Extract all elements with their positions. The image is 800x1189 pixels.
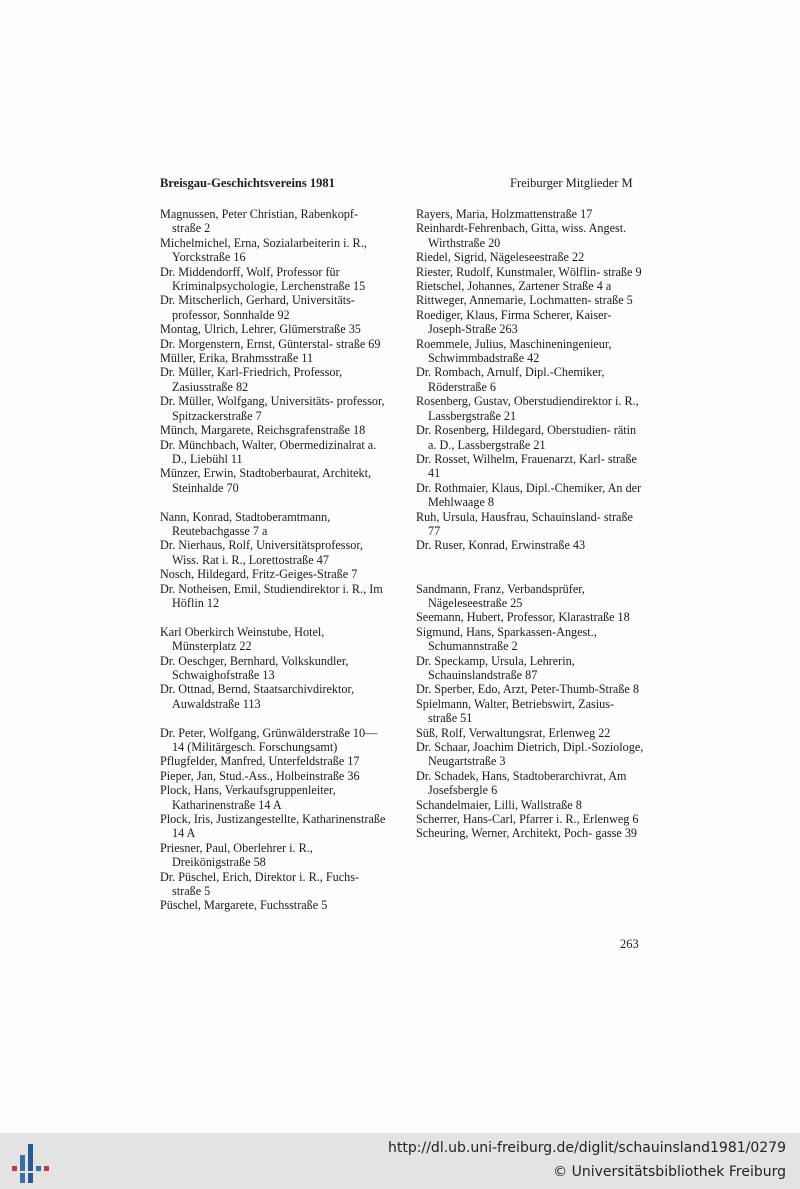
member-entry: Rosenberg, Gustav, Oberstudiendirektor i. R., Lassbergstraße 21 xyxy=(416,394,639,423)
member-entry: Dr. Ruser, Konrad, Erwinstraße 43 xyxy=(416,538,586,553)
member-entry: Dr. Rosset, Wilhelm, Frauenarzt, Karl- straße 41 xyxy=(416,451,637,481)
library-logo-icon xyxy=(8,1141,52,1185)
member-entry: Plock, Hans, Verkaufsgruppenleiter, Katharinenstraße 14 A xyxy=(160,783,336,812)
section-gap xyxy=(160,610,388,624)
copyright-notice: © Universitätsbibliothek Freiburg xyxy=(553,1164,786,1180)
member-entry: Rayers, Maria, Holzmattenstraße 17 xyxy=(416,207,593,221)
member-entry: Ruh, Ursula, Hausfrau, Schauinsland- straße 77 xyxy=(416,509,633,538)
member-entry: Scheuring, Werner, Architekt, Poch- gasse 39 xyxy=(416,826,638,841)
member-entry: Spielmann, Walter, Betriebswirt, Zasius- straße 51 xyxy=(416,696,615,726)
member-entry: Dr. Rothmaier, Klaus, Dipl.-Chemiker, An der Mehlwaage 8 xyxy=(416,480,642,510)
member-entry: Dr. Middendorff, Wolf, Professor für Kriminalpsychologie, Lerchenstraße 15 xyxy=(160,264,366,294)
member-entry: Dr. Schaar, Joachim Dietrich, Dipl.-Soziologe, Neugartstraße 3 xyxy=(416,740,644,769)
member-entry: Riester, Rudolf, Kunstmaler, Wölflin- straße 9 xyxy=(416,264,642,279)
member-entry: Dr. Ottnad, Bernd, Staatsarchivdirektor, Auwaldstraße 113 xyxy=(160,682,355,711)
member-entry: Pieper, Jan, Stud.-Ass., Holbeinstraße 36 xyxy=(160,768,360,783)
member-entry: Münch, Margarete, Reichsgrafenstraße 18 xyxy=(160,423,366,438)
member-entry: Püschel, Margarete, Fuchsstraße 5 xyxy=(160,898,328,913)
member-entry: Sandmann, Franz, Verbandsprüfer, Nägeleseestraße 25 xyxy=(416,581,585,610)
permalink-link[interactable]: http://dl.ub.uni-freiburg.de/diglit/schauinsland1981/0279 xyxy=(388,1140,786,1156)
section-gap xyxy=(416,553,644,582)
member-entry: Nann, Konrad, Stadtoberamtmann, Reutebachgasse 7 a xyxy=(160,509,331,538)
member-entry: Nosch, Hildegard, Fritz-Geiges-Straße 7 xyxy=(160,567,358,582)
section-gap xyxy=(160,711,388,725)
member-entry: Priesner, Paul, Oberlehrer i. R., Dreikönigstraße 58 xyxy=(160,840,313,870)
member-entry: Dr. Speckamp, Ursula, Lehrerin, Schauinslandstraße 87 xyxy=(416,653,575,682)
member-entry: Dr. Rosenberg, Hildegard, Oberstudien- rätin a. D., Lassbergstraße 21 xyxy=(416,423,637,452)
member-entry: Plock, Iris, Justizangestellte, Katharinenstraße 14 A xyxy=(160,812,386,841)
member-list-right-column xyxy=(416,207,644,841)
member-entry: Pflugfelder, Manfred, Unterfeldstraße 17 xyxy=(160,754,360,769)
section-gap xyxy=(160,495,388,509)
member-entry: Dr. Schadek, Hans, Stadtoberarchivrat, Am Josefsbergle 6 xyxy=(416,768,627,798)
member-entry: Dr. Oeschger, Bernhard, Volkskundler, Schwaighofstraße 13 xyxy=(160,653,349,682)
member-entry: Roemmele, Julius, Maschineningenieur, Schwimmbadstraße 42 xyxy=(416,336,612,366)
member-entry: Dr. Notheisen, Emil, Studiendirektor i. R., Im Höflin 12 xyxy=(160,581,383,610)
running-header-right: Freiburger Mitglieder M xyxy=(510,176,633,190)
member-entry: Münzer, Erwin, Stadtoberbaurat, Architekt, Steinhalde 70 xyxy=(160,466,372,495)
member-entry: Dr. Peter, Wolfgang, Grünwälderstraße 10—14 (Militärgesch. Forschungsamt) xyxy=(160,725,378,754)
member-entry: Riedel, Sigrid, Nägeleseestraße 22 xyxy=(416,250,585,265)
member-entry: Magnussen, Peter Christian, Rabenkopf- straße 2 xyxy=(160,207,359,236)
member-entry: Dr. Münchbach, Walter, Obermedizinalrat a. D., Liebühl 11 xyxy=(160,437,377,466)
member-entry: Rietschel, Johannes, Zartener Straße 4 a xyxy=(416,279,612,294)
member-entry: Rittweger, Annemarie, Lochmatten- straße 5 xyxy=(416,293,633,308)
member-entry: Dr. Püschel, Erich, Direktor i. R., Fuchs- straße 5 xyxy=(160,869,360,899)
member-entry: Sigmund, Hans, Sparkassen-Angest., Schumannstraße 2 xyxy=(416,624,597,654)
member-entry: Dr. Rombach, Arnulf, Dipl.-Chemiker, Röderstraße 6 xyxy=(416,365,605,394)
member-entry: Dr. Morgenstern, Ernst, Günterstal- straße 69 xyxy=(160,336,381,351)
member-entry: Schandelmaier, Lilli, Wallstraße 8 xyxy=(416,797,582,812)
member-list-left-column xyxy=(160,207,388,913)
member-entry: Montag, Ulrich, Lehrer, Glümerstraße 35 xyxy=(160,322,361,337)
member-entry: Scherrer, Hans-Carl, Pfarrer i. R., Erlenweg 6 xyxy=(416,812,639,827)
member-entry: Karl Oberkirch Weinstube, Hotel, Münsterplatz 22 xyxy=(160,624,325,654)
member-entry: Süß, Rolf, Verwaltungsrat, Erlenweg 22 xyxy=(416,725,611,740)
member-entry: Dr. Müller, Wolfgang, Universitäts- professor, Spitzackerstraße 7 xyxy=(160,394,385,423)
page-number: 263 xyxy=(620,937,639,951)
member-entry: Müller, Erika, Brahmsstraße 11 xyxy=(160,351,314,366)
member-entry: Dr. Mitscherlich, Gerhard, Universitäts- professor, Sonnhalde 92 xyxy=(160,293,355,322)
member-entry: Michelmichel, Erna, Sozialarbeiterin i. R., Yorckstraße 16 xyxy=(160,235,367,265)
member-entry: Dr. Müller, Karl-Friedrich, Professor, Zasiusstraße 82 xyxy=(160,365,343,394)
member-entry: Dr. Sperber, Edo, Arzt, Peter-Thumb-Straße 8 xyxy=(416,682,639,697)
member-entry: Roediger, Klaus, Firma Scherer, Kaiser-Joseph-Straße 263 xyxy=(416,307,612,337)
member-entry: Seemann, Hubert, Professor, Klarastraße 18 xyxy=(416,610,630,625)
viewer-footer xyxy=(0,1133,800,1189)
running-header-left: Breisgau-Geschichtsvereins 1981 xyxy=(160,176,335,190)
member-entry: Dr. Nierhaus, Rolf, Universitätsprofessor, Wiss. Rat i. R., Lorettostraße 47 xyxy=(160,538,363,567)
member-entry: Reinhardt-Fehrenbach, Gitta, wiss. Angest. Wirthstraße 20 xyxy=(416,221,627,250)
